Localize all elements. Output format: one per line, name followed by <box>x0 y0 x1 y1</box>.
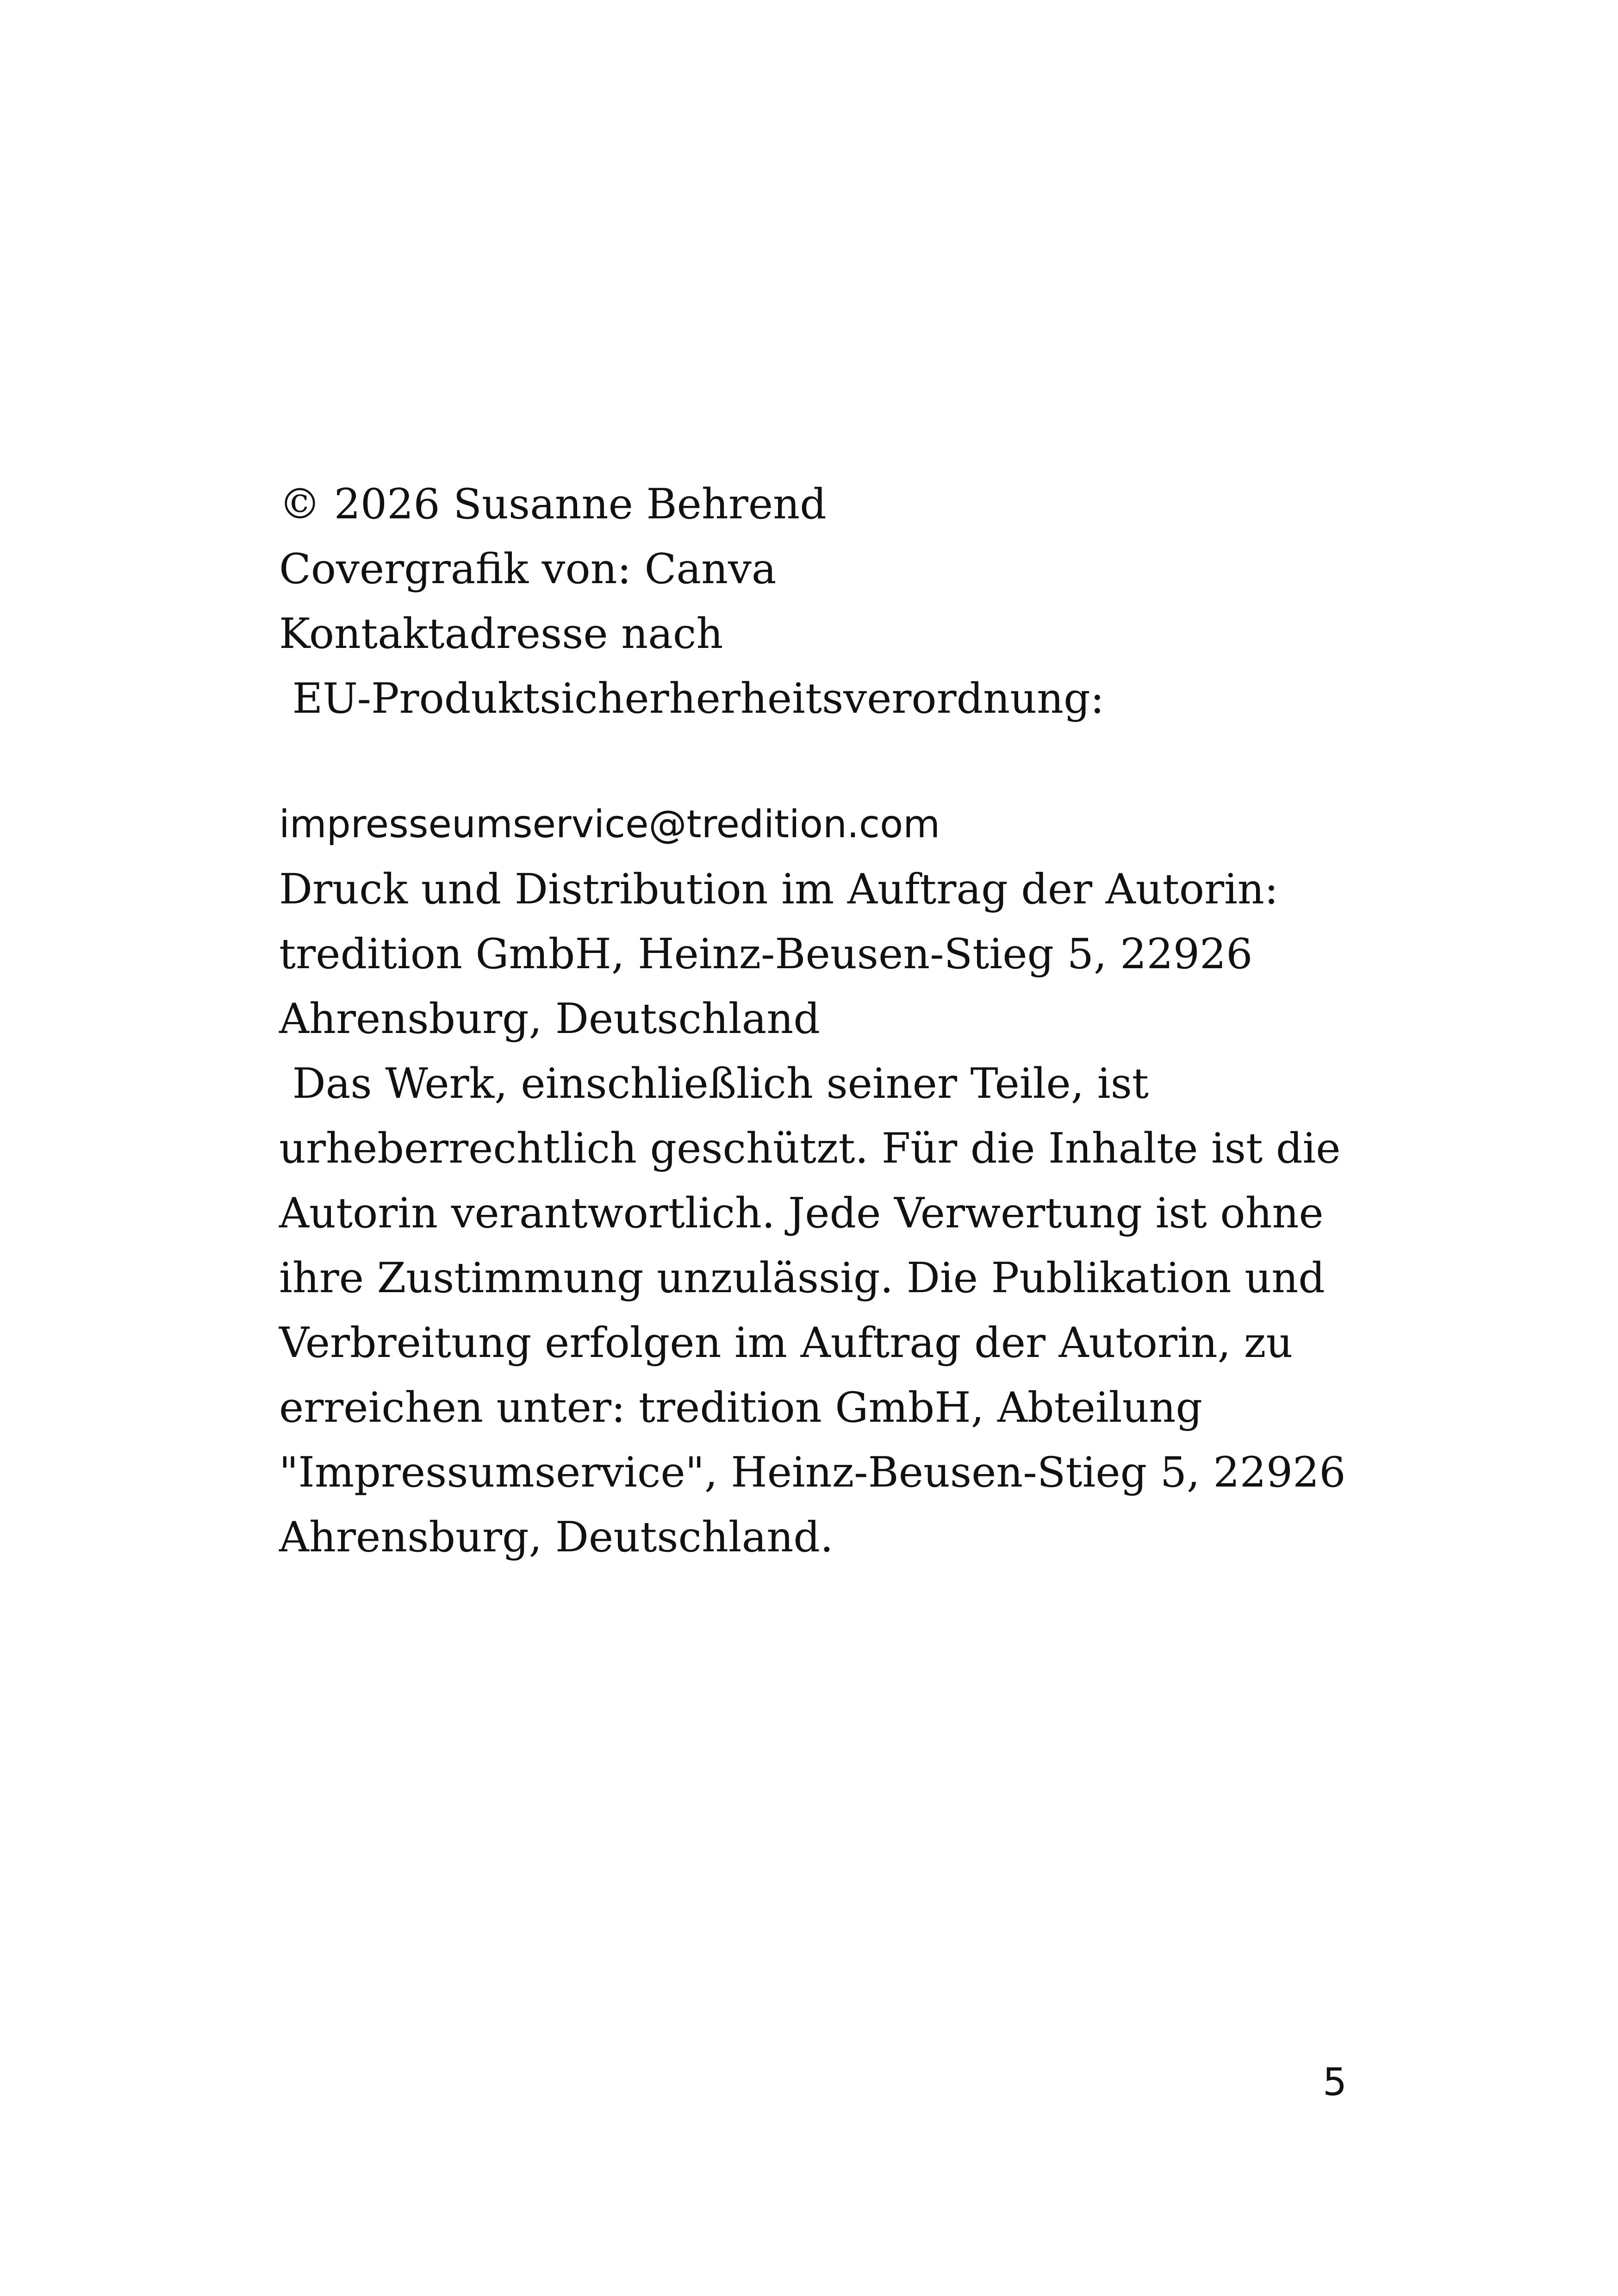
rights-notice-line: erreichen unter: tredition GmbH, Abteilung <box>279 1383 1203 1432</box>
contact-heading-line-2: EU-Produktsicherherheitsverordnung: <box>279 674 1105 723</box>
contact-heading-line-1: Kontaktadresse nach <box>279 610 723 658</box>
rights-notice-line: "Impressumservice", Heinz-Beusen-Stieg 5, 22926 <box>279 1448 1346 1497</box>
rights-notice-line: Autorin verantwortlich. Jede Verwertung ist ohne <box>279 1189 1324 1238</box>
page-number: 5 <box>1323 2060 1347 2104</box>
cover-credit-line: Covergrafik von: Canva <box>279 545 777 593</box>
rights-notice-line: Das Werk, einschließlich seiner Teile, ist <box>279 1059 1149 1108</box>
rights-notice-line: urheberrechtlich geschützt. Für die Inhalte ist die <box>279 1124 1341 1173</box>
rights-notice-line: Verbreitung erfolgen im Auftrag der Autorin, zu <box>279 1319 1293 1367</box>
imprint-block <box>279 472 1344 1570</box>
print-distribution-line: tredition GmbH, Heinz-Beusen-Stieg 5, 22926 <box>279 930 1253 978</box>
rights-notice-line: ihre Zustimmung unzulässig. Die Publikation und <box>279 1254 1325 1302</box>
rights-notice-line: Ahrensburg, Deutschland. <box>279 1513 834 1562</box>
print-distribution-line: Ahrensburg, Deutschland <box>279 995 820 1043</box>
copyright-line: © 2026 Susanne Behrend <box>279 480 827 529</box>
contact-email: impresseumservice@tredition.com <box>279 803 940 846</box>
print-distribution-line: Druck und Distribution im Auftrag der Autorin: <box>279 865 1279 914</box>
